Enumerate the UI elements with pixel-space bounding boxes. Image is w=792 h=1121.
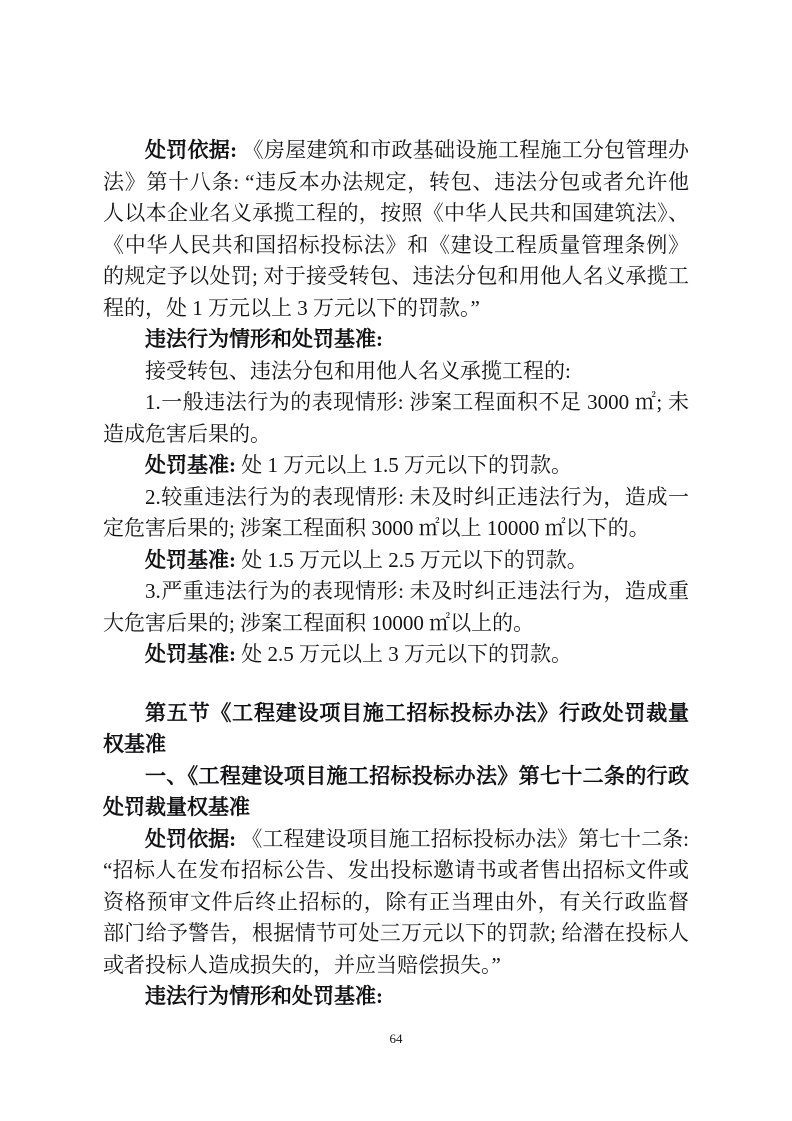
penalty-benchmark-text: 处 1 万元以上 1.5 万元以下的罚款。: [241, 453, 572, 477]
violation-item-general: 1.一般违法行为的表现情形: 涉案工程面积不足 3000 ㎡; 未造成危害后果的。: [103, 390, 689, 446]
document-body: [103, 135, 689, 1013]
section-5-subheading-1: 一、《工程建设项目施工招标投标办法》第七十二条的行政处罚裁量权基准: [103, 763, 689, 819]
penalty-basis-text: 《房屋建筑和市政基础设施工程施工分包管理办法》第十八条: “违反本办法规定，转包、违法分包或者允许他人以本企业名义承揽工程的，按照《中华人民共和国建筑法》、《中华人民共和国招标投标法》和《建设工程质量管理条例》的规定予以处罚; 对于接受转包、违法分包和用他人名义承揽工程的，处 1 万元以上 3 万元以下的罚款。”: [103, 138, 689, 320]
penalty-benchmark-moderate: [103, 545, 689, 577]
penalty-basis-label: 处罚依据:: [145, 138, 243, 162]
violation-situations-heading-2: 违法行为情形和处罚基准:: [145, 984, 383, 1008]
page-number: 64: [389, 1031, 403, 1046]
penalty-benchmark-label: 处罚基准:: [145, 453, 242, 477]
penalty-basis-label: 处罚依据:: [145, 826, 242, 851]
penalty-benchmark-general: [103, 450, 689, 482]
penalty-basis-paragraph-2: [103, 824, 689, 982]
penalty-benchmark-text: 处 2.5 万元以上 3 万元以下的罚款。: [241, 642, 572, 666]
violation-situations-heading-1: 违法行为情形和处罚基准:: [145, 327, 383, 351]
penalty-basis-paragraph-1: [103, 135, 689, 324]
penalty-benchmark-label: 处罚基准:: [145, 547, 242, 572]
penalty-benchmark-severe: [103, 639, 689, 671]
violation-item-moderate: 2.较重违法行为的表现情形: 未及时纠正违法行为，造成一定危害后果的; 涉案工程面积 3000 ㎡以上 10000 ㎡以下的。: [103, 484, 689, 540]
penalty-benchmark-label: 处罚基准:: [145, 642, 242, 666]
section-5-heading: 第五节《工程建设项目施工招标投标办法》行政处罚裁量权基准: [103, 700, 689, 756]
violation-scope-paragraph: 接受转包、违法分包和用他人名义承揽工程的:: [145, 358, 571, 383]
penalty-benchmark-text: 处 1.5 万元以上 2.5 万元以下的罚款。: [241, 547, 588, 572]
penalty-basis-text: 《工程建设项目施工招标投标办法》第七十二条: “招标人在发布招标公告、发出投标邀请书或者售出招标文件或资格预审文件后终止招标的，除有正当理由外，有关行政监督部门给予警告，根据情节可处三万元以下的罚款; 给潜在投标人或者投标人造成损失的，并应当赔偿损失。”: [103, 826, 689, 977]
violation-item-severe: 3.严重违法行为的表现情形: 未及时纠正违法行为，造成重大危害后果的; 涉案工程面积 10000 ㎡以上的。: [103, 579, 689, 635]
